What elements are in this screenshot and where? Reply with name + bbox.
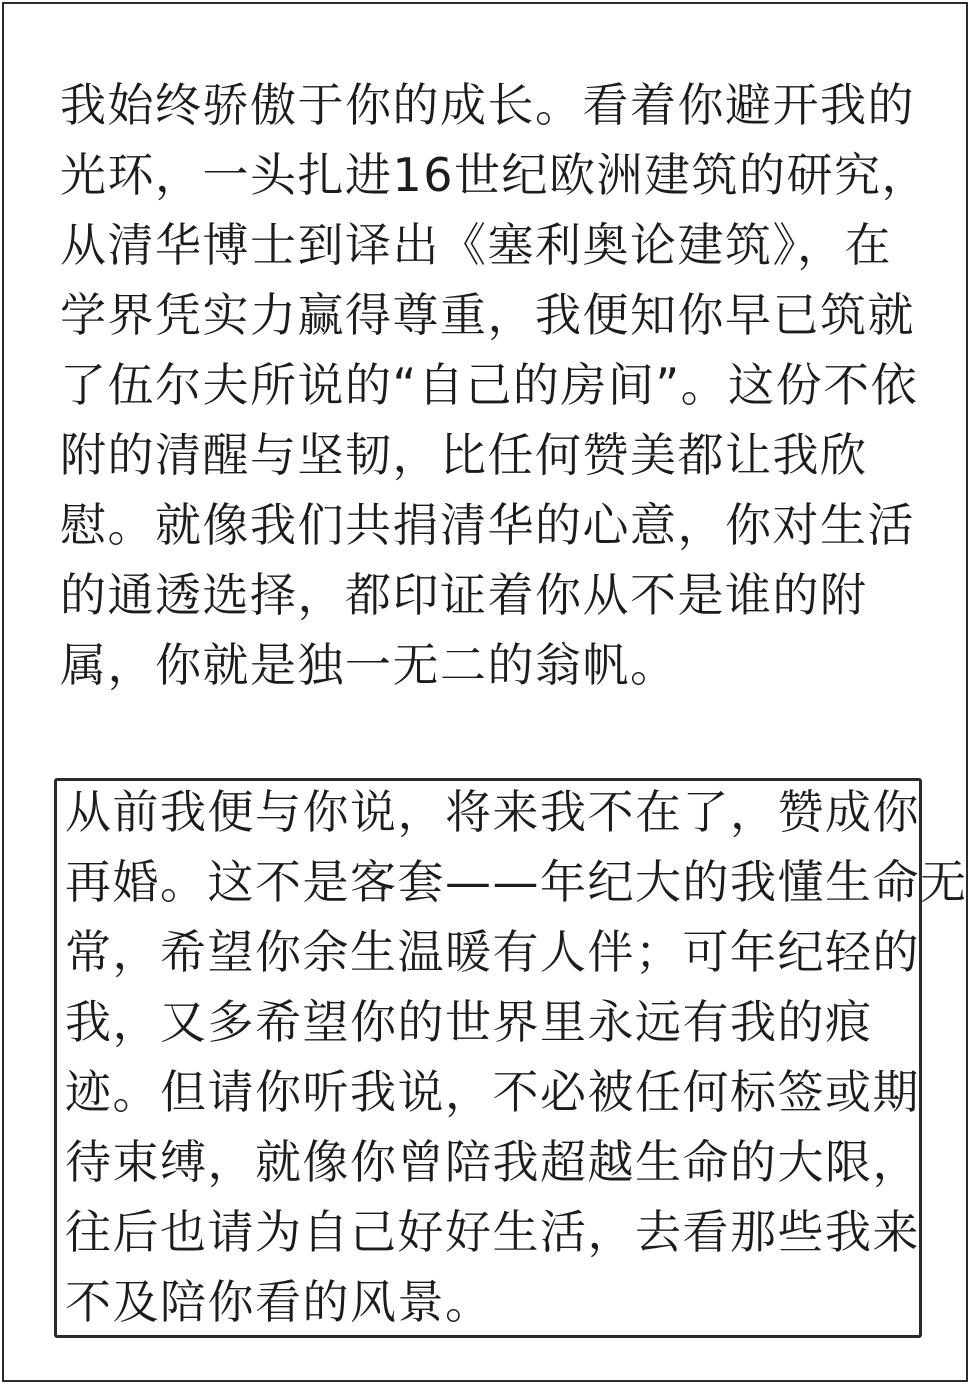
- paragraph-2: [65, 777, 968, 1337]
- paragraph-1: [60, 70, 930, 700]
- paragraph-line: 了伍尔夫所说的“自己的房间”。这份不依: [60, 358, 919, 412]
- page-frame: [2, 2, 968, 1382]
- paragraph-line: 不及陪你看的风景。: [65, 1275, 493, 1329]
- paragraph-line: 常，希望你余生温暖有人伴；可年纪轻的: [65, 925, 920, 979]
- paragraph-line: 光环，一头扎进16世纪欧洲建筑的研究，: [60, 148, 930, 202]
- paragraph-line: 从清华博士到译出《塞利奥论建筑》，在: [60, 218, 892, 272]
- paragraph-line: 往后也请为自己好好生活，去看那些我来: [65, 1205, 920, 1259]
- paragraph-line: 慰。就像我们共捐清华的心意，你对生活: [60, 498, 915, 552]
- paragraph-line: 的通透选择，都印证着你从不是谁的附: [60, 568, 868, 622]
- paragraph-line: 我，又多希望你的世界里永远有我的痕: [65, 995, 873, 1049]
- paragraph-line: 附的清醒与坚韧，比任何赞美都让我欣: [60, 428, 868, 482]
- paragraph-line: 我始终骄傲于你的成长。看着你避开我的: [60, 78, 915, 132]
- quote-box: [54, 778, 968, 1338]
- paragraph-line: 迹。但请你听我说，不必被任何标签或期: [65, 1065, 920, 1119]
- paragraph-line: 待束缚，就像你曾陪我超越生命的大限，: [65, 1135, 920, 1189]
- paragraph-line: 学界凭实力赢得尊重，我便知你早已筑就: [60, 288, 915, 342]
- paragraph-line: 属，你就是独一无二的翁帆。: [60, 638, 678, 692]
- paragraph-line: 再婚。这不是客套——年纪大的我懂生命无: [65, 855, 968, 909]
- paragraph-line: 从前我便与你说，将来我不在了，赞成你: [65, 785, 920, 839]
